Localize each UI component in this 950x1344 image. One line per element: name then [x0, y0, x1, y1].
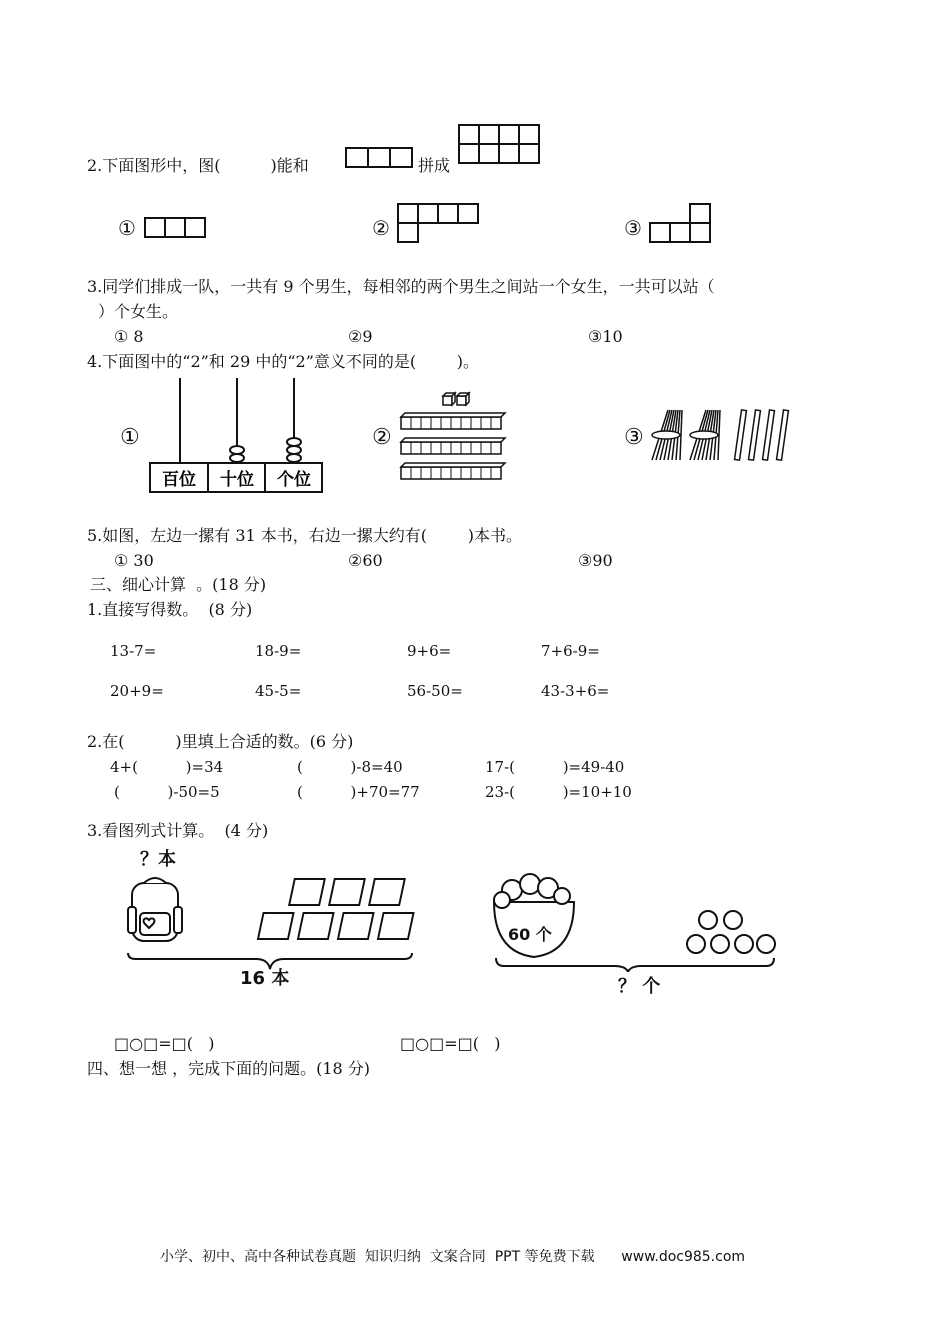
q4-opt3-label: ③ — [624, 425, 644, 450]
pic2-illustration — [488, 860, 783, 972]
q2-mid: )能和 — [240, 156, 309, 175]
section3-title: 三、细心计算 。(18 分) — [90, 575, 267, 594]
q4-opt1-label: ① — [120, 425, 140, 450]
calc-r2-c4: 43-3+6= — [541, 682, 610, 700]
q2-opt2-shape — [399, 205, 479, 243]
fill-r1-c3: 17-( )=49-40 — [485, 758, 625, 776]
fill-r1-c2: ( )-8=40 — [297, 758, 403, 776]
q3-line1: 3.同学们排成一队，一共有 9 个男生，每相邻的两个男生之间站一个女生，一共可以站（ — [87, 277, 715, 296]
calc-r1-c1: 13-7= — [110, 642, 157, 660]
q3-opt1: ① 8 — [114, 327, 144, 346]
backpack-icon — [128, 878, 182, 941]
pic1-answer: □○□=□( ) — [114, 1034, 215, 1053]
q2-prefix: 2.下面图形中，图( — [87, 156, 221, 175]
section3-sub2: 2.在( )里填上合适的数。(6 分) — [87, 732, 354, 751]
section3-sub1: 1.直接写得数。 (8 分) — [87, 600, 253, 619]
q4-abacus-beads-ones — [287, 438, 301, 462]
q4-abacus-label-ones: 个位 — [277, 470, 311, 490]
fill-r1-c1: 4+( )=34 — [110, 758, 224, 776]
q5-opt1: ① 30 — [114, 551, 154, 570]
pic2-bowl-label: 60 个 — [508, 925, 552, 944]
fill-r2-c2: ( )+70=77 — [297, 783, 420, 801]
calc-r1-c2: 18-9= — [255, 642, 302, 660]
q2-opt1-shape — [146, 219, 206, 238]
q2-opt3-shape — [651, 205, 711, 243]
pic2-bottom-label: ？ 个 — [618, 976, 661, 997]
q3-line2: ）个女生。 — [98, 302, 179, 321]
calc-r2-c1: 20+9= — [110, 682, 164, 700]
apple-icon — [687, 911, 775, 953]
q2-opt3-label: ③ — [624, 216, 642, 240]
q2-opt2-label: ② — [372, 216, 390, 240]
fill-r2-c3: 23-( )=10+10 — [485, 783, 632, 801]
pic2-answer: □○□=□( ) — [400, 1034, 501, 1053]
q4-abacus-label-tens: 十位 — [220, 470, 254, 490]
q4-stick-bundles — [646, 404, 826, 468]
section3-sub3: 3.看图列式计算。 (4 分) — [87, 821, 269, 840]
q2-suffix: 拼成 — [418, 156, 451, 175]
fill-r2-c1: ( )-50=5 — [114, 783, 220, 801]
calc-r1-c4: 7+6-9= — [541, 642, 600, 660]
q4-text: 4.下面图中的“2”和 29 中的“2”意义不同的是( )。 — [87, 352, 480, 371]
q5-text: 5.如图，左边一摞有 31 本书，右边一摞大约有( )本书。 — [87, 526, 522, 545]
books-icon — [258, 879, 414, 939]
q4-abacus-label-hundreds: 百位 — [162, 470, 196, 490]
q5-opt3: ③90 — [578, 551, 613, 570]
q4-abacus — [148, 378, 328, 496]
q4-base-ten-blocks — [398, 390, 508, 490]
section4-title: 四、想一想 ，完成下面的问题。(18 分) — [87, 1059, 371, 1078]
footer-url[interactable]: www.doc985.com — [621, 1249, 746, 1265]
q2-shape-three-row — [347, 149, 413, 168]
q4-opt2-label: ② — [372, 425, 392, 450]
q2-opt1-label: ① — [118, 216, 136, 240]
footer-text: 小学、初中、高中各种试卷真题 知识归纳 文案合同 PPT 等免费下载 — [160, 1249, 595, 1265]
calc-r2-c3: 56-50= — [407, 682, 463, 700]
q5-opt2: ②60 — [348, 551, 383, 570]
calc-r1-c3: 9+6= — [407, 642, 452, 660]
q4-ten-rods — [401, 413, 505, 479]
calc-r2-c2: 45-5= — [255, 682, 302, 700]
q3-opt2: ②9 — [348, 327, 373, 346]
footer-ad — [160, 1246, 745, 1266]
pic1-top-label: ？本 — [140, 849, 176, 870]
q3-opt3: ③10 — [588, 327, 623, 346]
pic1-illustration — [122, 873, 422, 973]
q2-target-grid — [460, 126, 540, 164]
q4-abacus-beads-tens — [230, 446, 244, 462]
pic1-bottom-label: 16 本 — [240, 968, 290, 989]
